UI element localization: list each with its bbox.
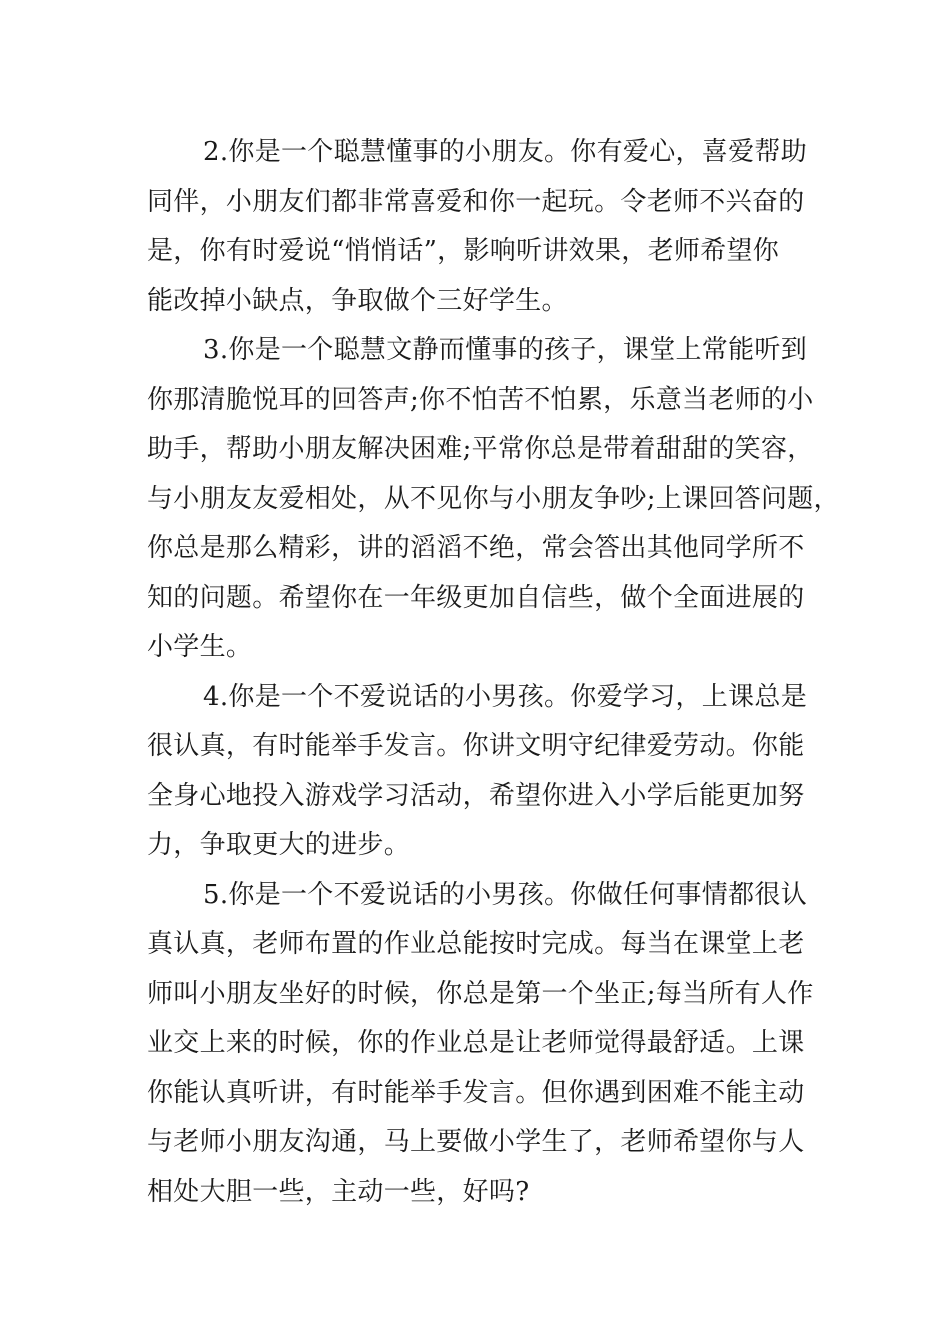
paragraph-4	[147, 673, 827, 871]
text-line: 力，争取更大的进步。	[147, 830, 411, 860]
text-line: 2.你是一个聪慧懂事的小朋友。你有爱心，喜爱帮助	[203, 137, 808, 167]
text-line: 你能认真听讲，有时能举手发言。但你遇到困难不能主动	[147, 1077, 805, 1108]
text-line: 5.你是一个不爱说话的小男孩。你做任何事情都很认	[203, 879, 808, 910]
text-line: 知的问题。希望你在一年级更加自信些，做个全面进展的	[147, 582, 805, 613]
text-line: 与小朋友友爱相处，从不见你与小朋友争吵;上课回答问题，	[147, 483, 840, 514]
text-line: 业交上来的时候，你的作业总是让老师觉得最舒适。上课	[147, 1028, 805, 1058]
text-line: 助手，帮助小朋友解决困难;平常你总是带着甜甜的笑容，	[147, 434, 814, 464]
text-line: 你那清脆悦耳的回答声;你不怕苦不怕累，乐意当老师的小	[147, 384, 814, 415]
paragraph-5	[147, 871, 827, 1218]
text-line: 能改掉小缺点，争取做个三好学生。	[147, 285, 568, 316]
text-line: 相处大胆一些，主动一些，好吗?	[147, 1176, 530, 1207]
document-body	[147, 128, 840, 1217]
text-line: 很认真，有时能举手发言。你讲文明守纪律爱劳动。你能	[147, 731, 805, 761]
text-line: 同伴，小朋友们都非常喜爱和你一起玩。令老师不兴奋的	[147, 186, 805, 217]
text-line: 小学生。	[147, 632, 253, 662]
text-line: 3.你是一个聪慧文静而懂事的孩子，课堂上常能听到	[203, 335, 808, 365]
text-line: 与老师小朋友沟通，马上要做小学生了，老师希望你与人	[147, 1127, 805, 1157]
paragraph-2	[147, 128, 827, 326]
text-line: 全身心地投入游戏学习活动，希望你进入小学后能更加努	[147, 780, 805, 811]
text-line: 4.你是一个不爱说话的小男孩。你爱学习，上课总是	[203, 681, 808, 712]
text-line: 你总是那么精彩，讲的滔滔不绝，常会答出其他同学所不	[147, 533, 805, 563]
paragraph-3	[147, 326, 840, 673]
text-line: 真认真，老师布置的作业总能按时完成。每当在课堂上老	[147, 929, 805, 959]
text-line: 是，你有时爱说“悄悄话”，影响听讲效果，老师希望你	[147, 236, 780, 266]
text-line: 师叫小朋友坐好的时候，你总是第一个坐正;每当所有人作	[147, 978, 814, 1009]
